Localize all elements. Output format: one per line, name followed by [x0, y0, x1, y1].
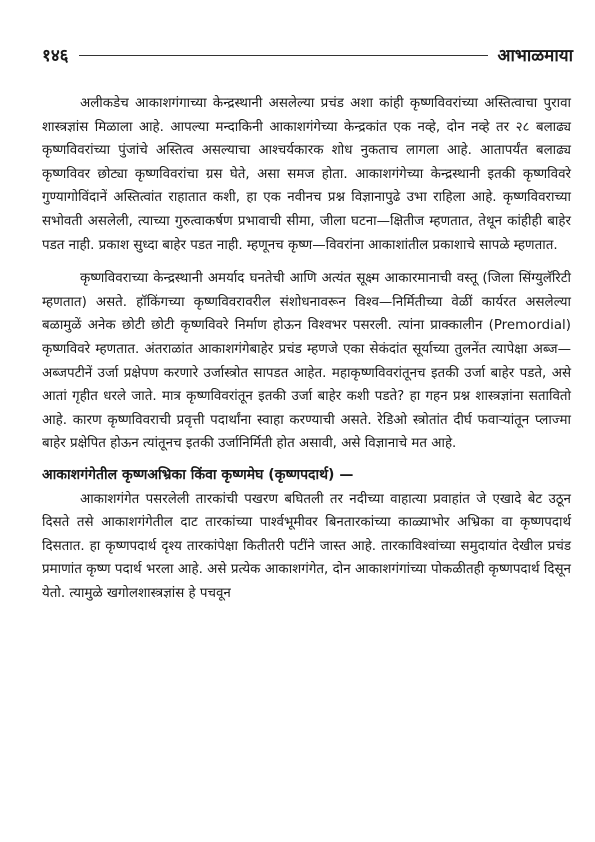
body-text: [42, 92, 571, 605]
page-number: १४६: [42, 45, 69, 66]
running-head: आभाळमाया: [497, 45, 573, 66]
paragraph: आकाशगंगेत पसरलेली तारकांची पखरण बघितली तर नदीच्या वाहात्या प्रवाहांत जे एखादे बेट उठून दिसते तसे आकाशगंगेतील दाट तारकांच्या पार्श्वभूमीवर बिनतारकांच्या काळ्याभोर अभ्रिका वा कृष्णपदार्थ दिसतात. हा कृष्णपदार्थ दृश्य तारकांपेक्षा कितीतरी पटींने जास्त आहे. तारकाविश्वांच्या समुदायांत देखील प्रचंड प्रमाणांत कृष्ण पदार्थ भरला आहे. असे प्रत्येक आकाशगंगेत, दोन आकाशगंगांच्या पोकळीतही कृष्णपदार्थ दिसून येतो. त्यामुळे खगोलशास्त्रज्ञांस हे पचवून: [42, 491, 571, 601]
page-header: [42, 40, 573, 68]
header-rule: [79, 55, 488, 56]
section-heading: आकाशगंगेतील कृष्णअभ्रिका किंवा कृष्णमेघ (कृष्णपदार्थ) —: [42, 466, 354, 483]
paragraph: अलीकडेच आकाशगंगाच्या केन्द्रस्थानी असलेल्या प्रचंड अशा कांही कृष्णविवरांच्या अस्तित्वाचा पुरावा शास्त्रज्ञांस मिळाला आहे. आपल्या मन्दाकिनी आकाशगंगेच्या केन्द्रकांत एक नव्हे, दोन नव्हे तर २८ बलाढ्य कृष्णविवरांच्या पुंजांचे अस्तित्व असल्याचा आश्चर्यकारक शोध नुकताच लागला आहे. आतापर्यंत बलाढ्य कृष्णविवर छोट्या कृष्णविवरांचा ग्रस घेते, असा समज होता. आकाशगंगेच्या केन्द्रस्थानी इतकी कृष्णविवरे गुण्यागोविंदानें अस्तित्वांत राहातात कशी, हा एक नवीनच प्रश्न विज्ञानापुढे उभा राहिला आहे. कृष्णविवराच्या सभोवती असलेली, त्याच्या गुरुत्वाकर्षण प्रभावाची सीमा, जीला घटना—क्षितीज म्हणतात, तेथून कांहीही बाहेर पडत नाही. प्रकाश सुध्दा बाहेर पडत नाही. म्हणूनच कृष्ण—विवरांना आकाशांतील प्रकाशाचे सापळे म्हणतात.: [42, 96, 571, 253]
paragraph: कृष्णविवराच्या केन्द्रस्थानी अमर्याद घनतेची आणि अत्यंत सूक्ष्म आकारमानाची वस्तू (जिला सिंग्युलॅरिटी म्हणतात) असते. हॉकिंगच्या कृष्णविवरावरील संशोधनावरून विश्व—निर्मितीच्या वेळीं कार्यरत असलेल्या बळामुळें अनेक छोटी छोटी कृष्णविवरे निर्माण होऊन विश्वभर पसरली. त्यांना प्राक्कालीन (Premordial) कृष्णविवरे म्हणतात. अंतराळांत आकाशगंगेबाहेर प्रचंड म्हणजे एका सेकंदांत सूर्याच्या तुलनेंत त्यापेक्षा अब्ज—अब्जपटीनें उर्जा प्रक्षेपण करणारे उर्जास्त्रोत सापडत आहेत. महाकृष्णविवरांतूनच इतकी उर्जा बाहेर पडते, असे आतां गृहीत धरले जाते. मात्र कृष्णविवरांतून इतकी उर्जा बाहेर कशी पडते? हा गहन प्रश्न शास्त्रज्ञांना सतावितो आहे. कारण कृष्णविवराची प्रवृत्ती पदार्थांना स्वाहा करण्याची असते. रेडिओ स्त्रोतांत दीर्घ फवाऱ्यांतून प्लाज्मा बाहेर प्रक्षेपित होऊन त्यांतूनच इतकी उर्जानिर्मिती होत असावी, असे विज्ञानाचे मत आहे.: [42, 271, 571, 452]
